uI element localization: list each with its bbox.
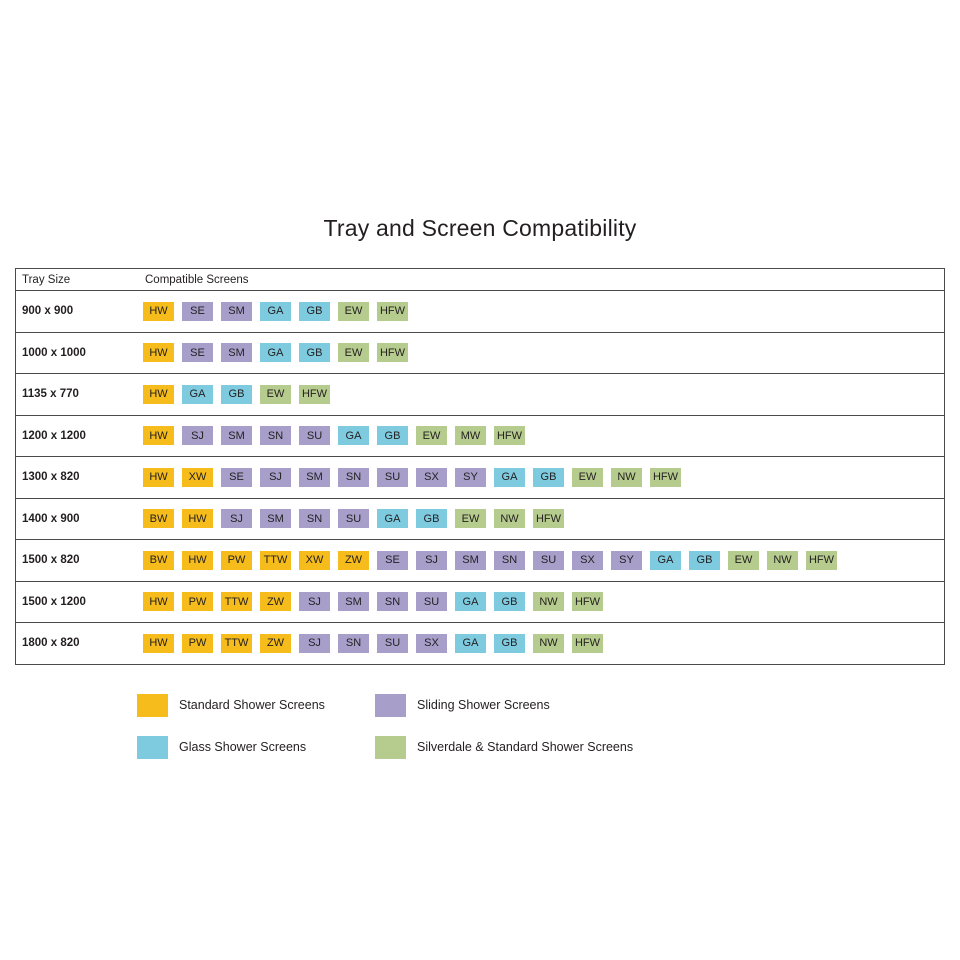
legend <box>137 684 777 768</box>
screen-code-chip: EW <box>338 302 369 321</box>
screen-code-chip: HW <box>143 426 174 445</box>
column-header-compatible-screens: Compatible Screens <box>145 273 249 286</box>
compatible-screens-cell <box>143 634 944 653</box>
tray-size-label: 900 x 900 <box>22 305 74 318</box>
legend-label: Sliding Shower Screens <box>417 698 550 712</box>
screen-code-chip: SE <box>377 551 408 570</box>
screen-code-chip: HFW <box>533 509 564 528</box>
screen-code-chip: PW <box>182 592 213 611</box>
screen-code-chip: SN <box>494 551 525 570</box>
screen-code-chip: HW <box>143 302 174 321</box>
screen-code-chip: SY <box>611 551 642 570</box>
screen-code-chip: GB <box>299 343 330 362</box>
table-body <box>16 291 944 665</box>
screen-code-chip: GA <box>455 634 486 653</box>
screen-code-chip: HFW <box>572 592 603 611</box>
screen-code-chip: NW <box>767 551 798 570</box>
tray-size-label: 1500 x 1200 <box>22 595 86 608</box>
screen-code-chip: XW <box>182 468 213 487</box>
table-row <box>16 540 944 582</box>
screen-code-chip: HFW <box>806 551 837 570</box>
tray-size-label: 1000 x 1000 <box>22 346 86 359</box>
legend-label: Silverdale & Standard Shower Screens <box>417 740 634 754</box>
screen-code-chip: TTW <box>221 592 252 611</box>
screen-code-chip: EW <box>455 509 486 528</box>
screen-code-chip: HW <box>143 343 174 362</box>
screen-code-chip: SU <box>377 634 408 653</box>
tray-size-label: 1500 x 820 <box>22 554 80 567</box>
screen-code-chip: HFW <box>377 302 408 321</box>
screen-code-chip: SU <box>299 426 330 445</box>
screen-code-chip: EW <box>728 551 759 570</box>
screen-code-chip: BW <box>143 509 174 528</box>
screen-code-chip: SJ <box>182 426 213 445</box>
column-header-tray-size: Tray Size <box>22 273 71 286</box>
screen-code-chip: EW <box>416 426 447 445</box>
screen-code-chip: HW <box>143 592 174 611</box>
screen-code-chip: GA <box>260 302 291 321</box>
screen-code-chip: NW <box>494 509 525 528</box>
table-row <box>16 416 944 458</box>
screen-code-chip: SM <box>455 551 486 570</box>
screen-code-chip: NW <box>611 468 642 487</box>
screen-code-chip: HFW <box>299 385 330 404</box>
screen-code-chip: SN <box>377 592 408 611</box>
legend-swatch-silverdale <box>375 736 406 759</box>
table-row <box>16 499 944 541</box>
screen-code-chip: ZW <box>338 551 369 570</box>
screen-code-chip: HFW <box>650 468 681 487</box>
screen-code-chip: PW <box>182 634 213 653</box>
screen-code-chip: SJ <box>260 468 291 487</box>
screen-code-chip: GB <box>533 468 564 487</box>
screen-code-chip: SN <box>299 509 330 528</box>
compatible-screens-cell <box>143 343 944 362</box>
legend-swatch-glass <box>137 736 168 759</box>
table-row <box>16 333 944 375</box>
table-header-row <box>16 269 944 291</box>
screen-code-chip: SN <box>260 426 291 445</box>
screen-code-chip: SX <box>572 551 603 570</box>
compatible-screens-cell <box>143 385 944 404</box>
screen-code-chip: SJ <box>299 634 330 653</box>
screen-code-chip: SN <box>338 634 369 653</box>
screen-code-chip: GB <box>416 509 447 528</box>
screen-code-chip: SE <box>221 468 252 487</box>
screen-code-chip: HFW <box>572 634 603 653</box>
page-title: Tray and Screen Compatibility <box>323 215 637 241</box>
screen-code-chip: HW <box>143 385 174 404</box>
legend-label: Glass Shower Screens <box>179 740 307 754</box>
screen-code-chip: SM <box>221 426 252 445</box>
screen-code-chip: SJ <box>221 509 252 528</box>
screen-code-chip: XW <box>299 551 330 570</box>
compatible-screens-cell <box>143 302 944 321</box>
compatible-screens-cell <box>143 509 944 528</box>
compatibility-table <box>15 268 945 665</box>
screen-code-chip: HW <box>182 551 213 570</box>
screen-code-chip: HW <box>143 634 174 653</box>
legend-item <box>137 694 375 717</box>
screen-code-chip: SM <box>221 302 252 321</box>
compatible-screens-cell <box>143 468 944 487</box>
screen-code-chip: SU <box>533 551 564 570</box>
screen-code-chip: HFW <box>494 426 525 445</box>
screen-code-chip: SX <box>416 468 447 487</box>
compatible-screens-cell <box>143 592 944 611</box>
screen-code-chip: GB <box>494 634 525 653</box>
screen-code-chip: EW <box>260 385 291 404</box>
screen-code-chip: ZW <box>260 634 291 653</box>
screen-code-chip: HW <box>143 468 174 487</box>
legend-swatch-standard <box>137 694 168 717</box>
screen-code-chip: SJ <box>416 551 447 570</box>
screen-code-chip: SM <box>221 343 252 362</box>
compatible-screens-cell <box>143 426 944 445</box>
screen-code-chip: GA <box>377 509 408 528</box>
screen-code-chip: GB <box>494 592 525 611</box>
screen-code-chip: GA <box>182 385 213 404</box>
screen-code-chip: EW <box>572 468 603 487</box>
screen-code-chip: GA <box>338 426 369 445</box>
screen-code-chip: GA <box>260 343 291 362</box>
screen-code-chip: SJ <box>299 592 330 611</box>
table-row <box>16 582 944 624</box>
legend-row <box>137 684 777 726</box>
screen-code-chip: SE <box>182 302 213 321</box>
screen-code-chip: SM <box>299 468 330 487</box>
legend-item <box>375 736 633 759</box>
screen-code-chip: GA <box>650 551 681 570</box>
screen-code-chip: PW <box>221 551 252 570</box>
tray-size-label: 1400 x 900 <box>22 512 80 525</box>
table-row <box>16 374 944 416</box>
screen-code-chip: SM <box>338 592 369 611</box>
tray-size-label: 1200 x 1200 <box>22 429 86 442</box>
compatible-screens-cell <box>143 551 944 570</box>
screen-code-chip: GA <box>494 468 525 487</box>
legend-row <box>137 726 777 768</box>
table-row <box>16 623 944 665</box>
screen-code-chip: BW <box>143 551 174 570</box>
screen-code-chip: GB <box>377 426 408 445</box>
screen-code-chip: HFW <box>377 343 408 362</box>
screen-code-chip: SU <box>377 468 408 487</box>
legend-label: Standard Shower Screens <box>179 698 325 712</box>
screen-code-chip: SX <box>416 634 447 653</box>
screen-code-chip: SE <box>182 343 213 362</box>
screen-code-chip: SM <box>260 509 291 528</box>
screen-code-chip: NW <box>533 592 564 611</box>
screen-code-chip: MW <box>455 426 486 445</box>
tray-size-label: 1300 x 820 <box>22 471 80 484</box>
screen-code-chip: HW <box>182 509 213 528</box>
screen-code-chip: GB <box>689 551 720 570</box>
screen-code-chip: SU <box>416 592 447 611</box>
screen-code-chip: TTW <box>260 551 291 570</box>
screen-code-chip: SU <box>338 509 369 528</box>
legend-item <box>137 736 375 759</box>
tray-size-label: 1135 x 770 <box>22 388 79 401</box>
screen-code-chip: GB <box>221 385 252 404</box>
screen-code-chip: TTW <box>221 634 252 653</box>
screen-code-chip: SY <box>455 468 486 487</box>
legend-item <box>375 694 550 717</box>
screen-code-chip: SN <box>338 468 369 487</box>
screen-code-chip: EW <box>338 343 369 362</box>
legend-swatch-sliding <box>375 694 406 717</box>
tray-size-label: 1800 x 820 <box>22 637 80 650</box>
screen-code-chip: GA <box>455 592 486 611</box>
screen-code-chip: ZW <box>260 592 291 611</box>
screen-code-chip: GB <box>299 302 330 321</box>
table-row <box>16 291 944 333</box>
table-row <box>16 457 944 499</box>
screen-code-chip: NW <box>533 634 564 653</box>
